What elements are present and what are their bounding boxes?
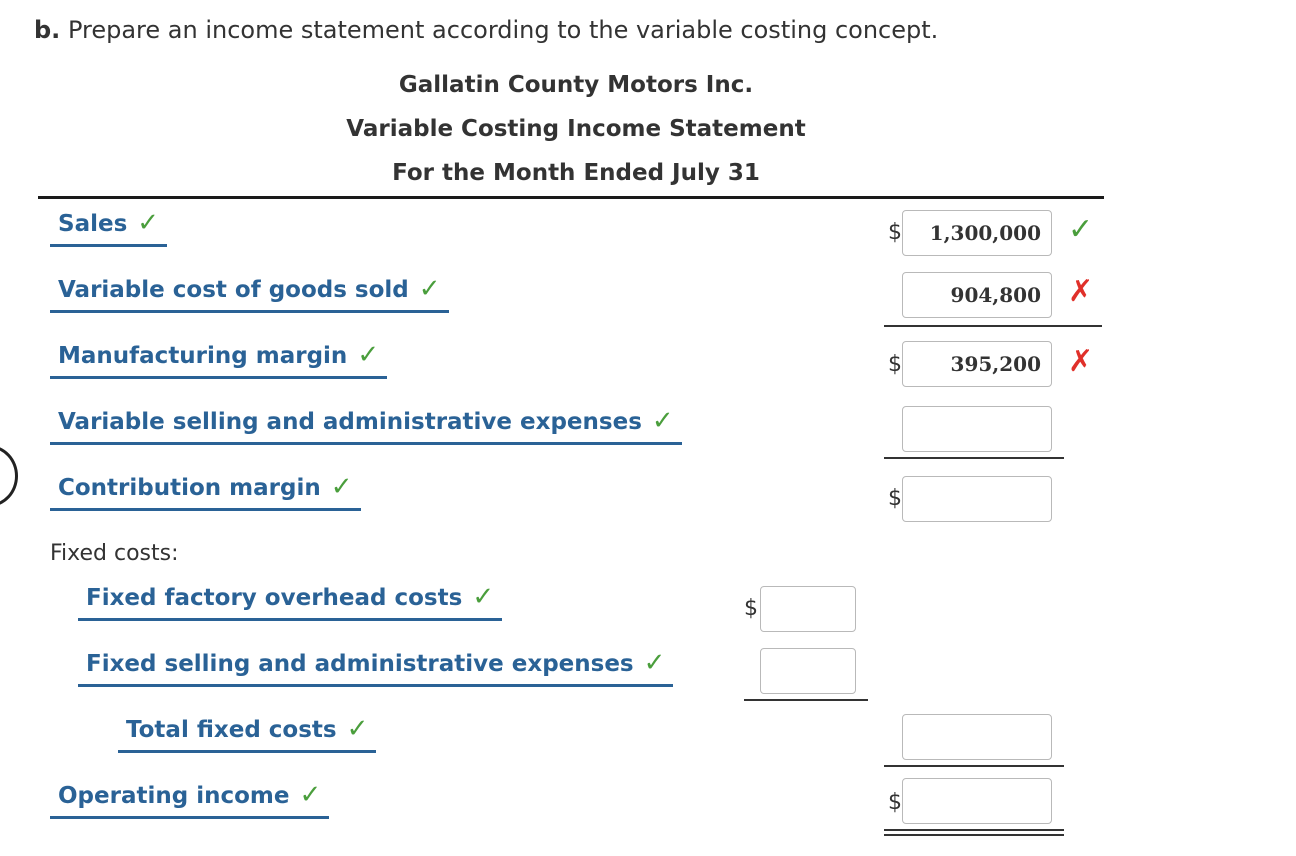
check-icon: ✓ [299, 780, 322, 810]
subtotal-rule [884, 765, 1064, 767]
partial-circle-decoration [0, 445, 18, 507]
instruction-text [34, 16, 938, 44]
var-sga-amount-input[interactable] [902, 406, 1052, 452]
check-icon: ✓ [357, 340, 380, 370]
mfg-margin-label: Manufacturing margin [58, 343, 348, 369]
fixed-factory-label: Fixed factory overhead costs [86, 585, 463, 611]
contrib-margin-label-select[interactable] [50, 472, 361, 511]
dollar-sign: $ [888, 220, 902, 245]
check-icon: ✓ [346, 714, 369, 744]
check-icon: ✓ [651, 406, 674, 436]
double-rule-top [884, 829, 1064, 831]
double-rule-bottom [884, 834, 1064, 836]
company-name: Gallatin County Motors Inc. [398, 72, 754, 98]
statement-title: Variable Costing Income Statement [346, 116, 806, 142]
contrib-margin-amount-input[interactable] [902, 476, 1052, 522]
total-fixed-amount-input[interactable] [902, 714, 1052, 760]
var-cogs-label-select[interactable] [50, 274, 449, 313]
dollar-sign: $ [888, 790, 902, 815]
sales-label-select[interactable] [50, 208, 167, 247]
total-fixed-label-select[interactable] [118, 714, 376, 753]
sales-label: Sales [58, 211, 128, 237]
check-icon: ✓ [418, 274, 441, 304]
subtotal-rule [884, 457, 1064, 459]
instruction-letter: b. [34, 16, 61, 44]
check-icon: ✓ [643, 648, 666, 678]
check-icon: ✓ [330, 472, 353, 502]
sales-amount-input[interactable]: 1,300,000 [902, 210, 1052, 256]
fixed-sga-label: Fixed selling and administrative expenses [86, 651, 634, 677]
fixed-factory-label-select[interactable] [78, 582, 502, 621]
statement-period: For the Month Ended July 31 [392, 160, 760, 186]
dollar-sign: $ [744, 596, 758, 621]
fixed-factory-amount-input[interactable] [760, 586, 856, 632]
operating-income-amount-input[interactable] [902, 778, 1052, 824]
header-rule [38, 196, 1104, 199]
instruction-body: Prepare an income statement according to the variable costing concept. [67, 16, 939, 44]
var-sga-label: Variable selling and administrative expenses [58, 409, 642, 435]
subtotal-rule [744, 699, 868, 701]
fixed-sga-amount-input[interactable] [760, 648, 856, 694]
check-icon: ✓ [472, 582, 495, 612]
var-cogs-amount-input[interactable]: 904,800 [902, 272, 1052, 318]
dollar-sign: $ [888, 352, 902, 377]
check-icon: ✓ [1068, 212, 1094, 247]
contrib-margin-label: Contribution margin [58, 475, 321, 501]
var-sga-label-select[interactable] [50, 406, 682, 445]
operating-income-label-select[interactable] [50, 780, 329, 819]
check-icon: ✓ [137, 208, 160, 238]
subtotal-rule [884, 325, 1102, 327]
cross-icon: ✗ [1068, 344, 1094, 379]
cross-icon: ✗ [1068, 274, 1094, 309]
operating-income-label: Operating income [58, 783, 290, 809]
fixed-sga-label-select[interactable] [78, 648, 673, 687]
var-cogs-label: Variable cost of goods sold [58, 277, 409, 303]
mfg-margin-label-select[interactable] [50, 340, 387, 379]
mfg-margin-amount-input[interactable]: 395,200 [902, 341, 1052, 387]
dollar-sign: $ [888, 486, 902, 511]
fixed-costs-heading: Fixed costs: [50, 541, 179, 566]
total-fixed-label: Total fixed costs [126, 717, 337, 743]
